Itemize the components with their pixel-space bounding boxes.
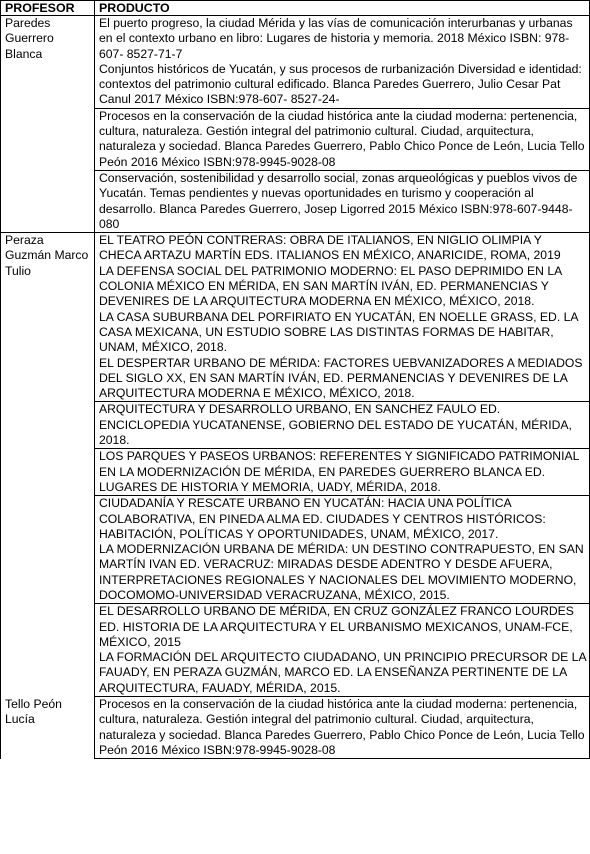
product-entry: EL DESARROLLO URBANO DE MÉRIDA, EN CRUZ GONZÁLEZ FRANCO LOURDES ED. HISTORIA DE LA ARQUITECTURA Y EL URBANISMO MEXICANOS, UNAM-FCE, MÉXICO, 2015: [99, 604, 574, 649]
product-entry: LA MODERNIZACIÓN URBANA DE MÉRIDA: UN DESTINO CONTRAPUESTO, EN SAN MARTÍN IVAN ED. VERACRUZ: MIRADAS DESDE ADENTRO Y DESDE AFUERA, INTERPRETACIONES REGIONALES Y NACIONALES DEL MOVIMIENTO MODERNO, DOCOMOMO-UNIVERSIDAD VERACRUZANA, MÉXICO, 2015.: [99, 542, 584, 602]
professor-cell: [1, 16, 95, 233]
product-entry: Procesos en la conservación de la ciudad histórica ante la ciudad moderna: pertenencia, cultura, naturaleza. Gestión integral del patrimonio cultural. Ciudad, arquitectura, naturaleza y sociedad. Blanca Paredes Guerrero, Pablo Chico Ponce de León, Lucia Tello Peón 2016 México ISBN:978-9945-9028-08: [99, 697, 585, 757]
product-cell: [95, 16, 590, 109]
product-entry: LA DEFENSA SOCIAL DEL PATRIMONIO MODERNO: EL PASO DEPRIMIDO EN LA COLONIA MÉXICO EN MÉRIDA, EN SAN MARTÍN IVÁN, ED. PERMANENCIAS Y DEVENIRES DE LA ARQUITECTURA MODERNA EN MÉXICO, MÉXICO, 2018.: [99, 263, 562, 309]
table-row: [1, 233, 590, 402]
professor-name-peraza: Peraza Guzmán Marco Tulio: [5, 233, 89, 278]
product-entry: Conjuntos históricos de Yucatán, y sus procesos de rurbanización Diversidad e identidad: contextos del patrimonio cultural edificado. Blanca Paredes Guerrero, Julio Cesar Pat Canul 2017 México ISBN:978-607- 8527-24-: [99, 61, 582, 107]
header-profesor: PROFESOR: [1, 1, 95, 16]
product-entry: El puerto progreso, la ciudad Mérida y las vías de comunicación interurbanas y urbanas en el contexto urbano en libro: Lugares de historia y memoria. 2018 México ISBN: 978-607- 8527-71-7: [99, 16, 573, 61]
product-cell: [95, 496, 590, 604]
product-cell: [95, 697, 590, 759]
professor-name-tello: Tello Peón Lucía: [5, 696, 62, 726]
product-entry: LA FORMACIÓN DEL ARQUITECTO CIUDADANO, UN PRINCIPIO PRECURSOR DE LA FAUADY, EN PERAZA GUZMÁN, MARCO ED. LA ENSEÑANZA PERTINENTE DE LA ARQUITECTURA, FAUADY, MÉRIDA, 2015.: [99, 650, 586, 695]
product-cell: [95, 402, 590, 449]
table-row: [1, 697, 590, 759]
professor-cell: [1, 233, 95, 697]
product-cell: [95, 108, 590, 170]
product-cell: [95, 604, 590, 697]
product-entry: CIUDADANÍA Y RESCATE URBANO EN YUCATÁN: HACIA UNA POLÍTICA COLABORATIVA, EN PINEDA ALMA ED. CIUDADES Y CENTROS HISTÓRICOS: HABITACIÓN, POLÍTICAS Y OPORTUNIDADES, UNAM, MÉXICO, 2017.: [99, 496, 546, 541]
product-entry: LA CASA SUBURBANA DEL PORFIRIATO EN YUCATÁN, EN NOELLE GRASS, ED. LA CASA MEXICANA, UN ESTUDIO SOBRE LAS DISTINTAS FORMAS DE HABITAR, UNAM, MÉXICO, 2018.: [99, 309, 578, 355]
product-entry: ARQUITECTURA Y DESARROLLO URBANO, EN SANCHEZ FAULO ED. ENCICLOPEDIA YUCATANENSE, GOBIERNO DEL ESTADO DE YUCATÁN, MÉRIDA, 2018.: [99, 402, 572, 448]
product-entry: Procesos en la conservación de la ciudad histórica ante la ciudad moderna: pertenencia, cultura, naturaleza. Gestión integral del patrimonio cultural. Ciudad, arquitectura, naturaleza y sociedad. Blanca Paredes Guerrero, Pablo Chico Ponce de León, Lucia Tello Peón 2016 México ISBN:978-9945-9028-08: [99, 108, 585, 169]
header-producto: PRODUCTO: [95, 1, 590, 16]
product-cell: [95, 170, 590, 232]
product-entry: EL DESPERTAR URBANO DE MÉRIDA: FACTORES UEBVANIZADORES A MEDIADOS DEL SIGLO XX, EN SAN MARTÍN IVÁN, ED. PERMANENCIAS Y DEVENIRES DE LA ARQUITECTURA MODERNA E MÉXICO, MÉXICO, 2018.: [99, 355, 583, 401]
product-entry: Conservación, sostenibilidad y desarrollo social, zonas arqueológicas y pueblos vivos de Yucatán. Temas pendientes y nuevas oportunidades en turismo y cooperación al desarrollo. Blanca Paredes Guerrero, Josep Ligorred 2015 México ISBN:978-607-9448-080: [99, 170, 578, 231]
table-row: [1, 16, 590, 109]
product-entry: LOS PARQUES Y PASEOS URBANOS: REFERENTES Y SIGNIFICADO PATRIMONIAL EN LA MODERNIZACIÓN DE MÉRIDA, EN PAREDES GUERRERO BLANCA ED. LUGARES DE HISTORIA Y MEMORIA, UADY, MÉRIDA, 2018.: [99, 449, 579, 494]
professor-name-paredes: Paredes Guerrero Blanca: [5, 16, 54, 61]
product-cell: [95, 449, 590, 496]
header-row: [1, 1, 590, 16]
professor-cell: [1, 697, 95, 759]
product-cell: [95, 233, 590, 402]
product-entry: EL TEATRO PEÓN CONTRERAS: OBRA DE ITALIANOS, EN NIGLIO OLIMPIA Y CHECA ARTAZU MARTÍN EDS. ITALIANOS EN MÉXICO, ANARICIDE, ROMA, 2019: [99, 233, 561, 263]
